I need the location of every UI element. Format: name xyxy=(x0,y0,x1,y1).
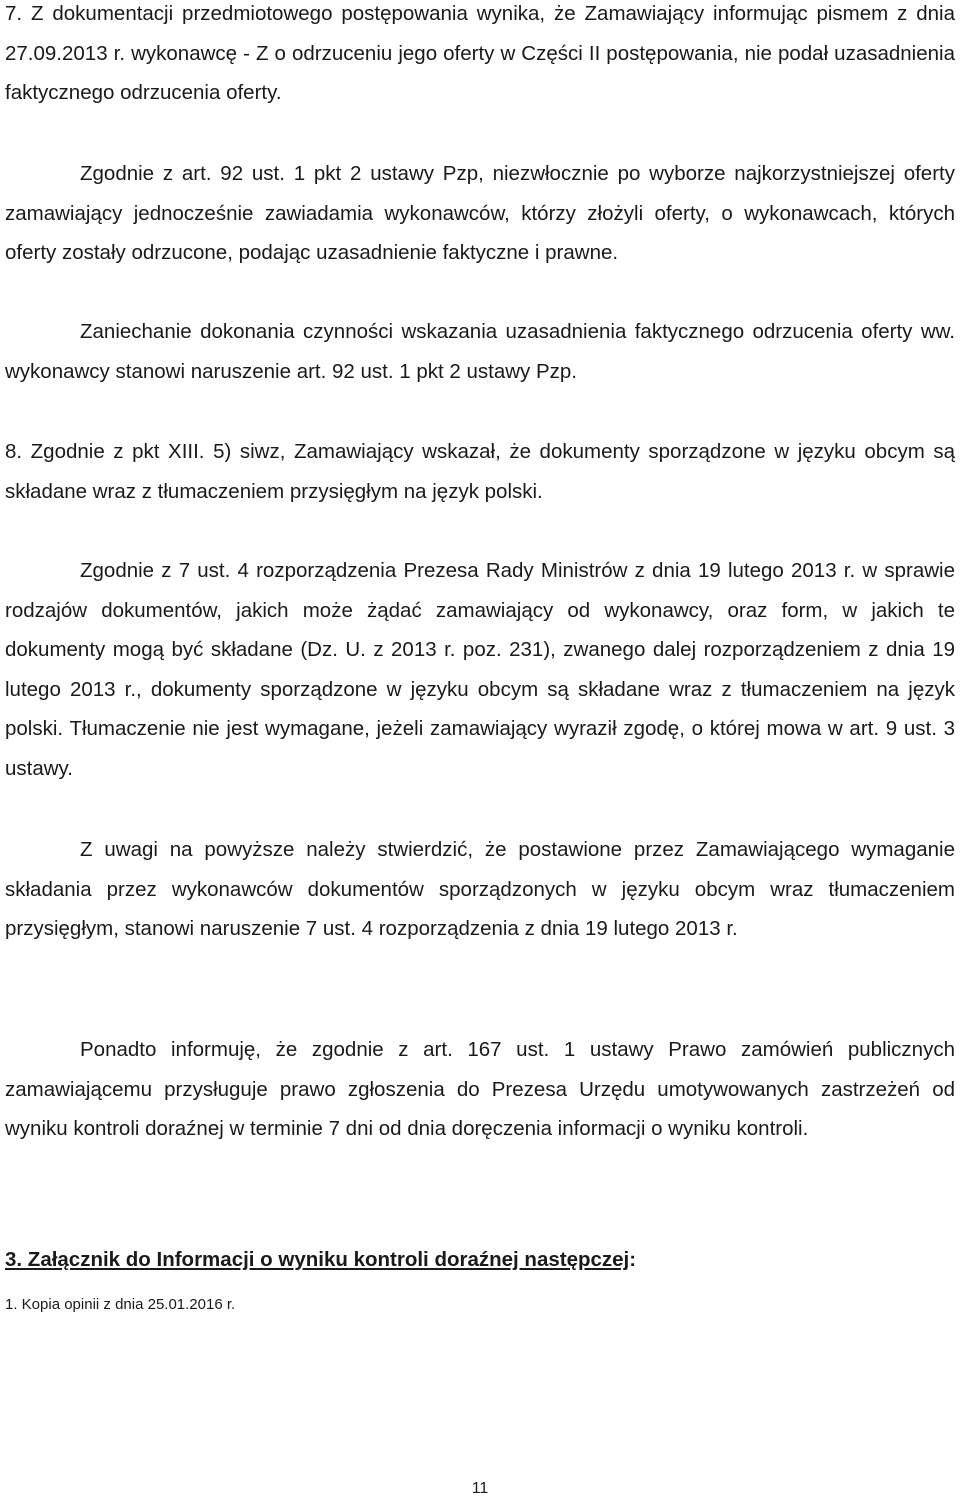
paragraph-z-uwagi: Z uwagi na powyższe należy stwierdzić, że postawione przez Zamawiającego wymaganie składania przez wykonawców dokumentów sporządzonych w języku obcym wraz tłumaczeniem przysięgłym, stanowi naruszenie 7 ust. 4 rozporządzenia z dnia 19 lutego 2013 r. xyxy=(5,838,955,940)
paragraph-art-92: Zgodnie z art. 92 ust. 1 pkt 2 ustawy Pzp, niezwłocznie po wyborze najkorzystniejszej oferty zamawiający jednocześnie zawiadamia wykonawców, którzy złożyli oferty, o wykonawcach, których oferty zostały odrzucone, podając uzasadnienie faktyczne i prawne. xyxy=(5,162,955,264)
paragraph-zaniechanie: Zaniechanie dokonania czynności wskazania uzasadnienia faktycznego odrzucenia oferty ww. wykonawcy stanowi naruszenie art. 92 ust. 1 pkt 2 ustawy Pzp. xyxy=(5,320,955,383)
section-3-title: 3. Załącznik do Informacji o wyniku kontroli doraźnej następczej xyxy=(5,1248,630,1271)
paragraph-ponadto: Ponadto informuję, że zgodnie z art. 167 ust. 1 ustawy Prawo zamówień publicznych zamawiającemu przysługuje prawo zgłoszenia do Prezesa Urzędu umotywowanych zastrzeżeń od wyniku kontroli doraźnej w terminie 7 dni od dnia doręczenia informacji o wyniku kontroli. xyxy=(5,1038,955,1140)
section-3-colon: : xyxy=(629,1248,637,1271)
paragraph-item-7: 7. Z dokumentacji przedmiotowego postępowania wynika, że Zamawiający informując pismem z dnia 27.09.2013 r. wykonawcę - Z o odrzuceniu jego oferty w Części II postępowania, nie podał uzasadnienia faktycznego odrzucenia oferty. xyxy=(5,2,955,104)
attachment-list-item: 1. Kopia opinii z dnia 25.01.2016 r. xyxy=(5,1296,236,1313)
paragraph-item-8: 8. Zgodnie z pkt XIII. 5) siwz, Zamawiający wskazał, że dokumenty sporządzone w języku obcym są składane wraz z tłumaczeniem przysięgłym na język polski. xyxy=(5,440,955,503)
page-number: 11 xyxy=(471,1480,489,1497)
paragraph-rozporzadzenie: Zgodnie z 7 ust. 4 rozporządzenia Prezesa Rady Ministrów z dnia 19 lutego 2013 r. w sprawie rodzajów dokumentów, jakich może żądać zamawiający od wykonawcy, oraz form, w jakich te dokumenty mogą być składane (Dz. U. z 2013 r. poz. 231), zwanego dalej rozporządzeniem z dnia 19 lutego 2013 r., dokumenty sporządzone w języku obcym są składane wraz z tłumaczeniem na język polski. Tłumaczenie nie jest wymagane, jeżeli zamawiający wyraził zgodę, o której mowa w art. 9 ust. 3 ustawy. xyxy=(5,559,955,780)
section-3-heading xyxy=(5,1243,955,1277)
